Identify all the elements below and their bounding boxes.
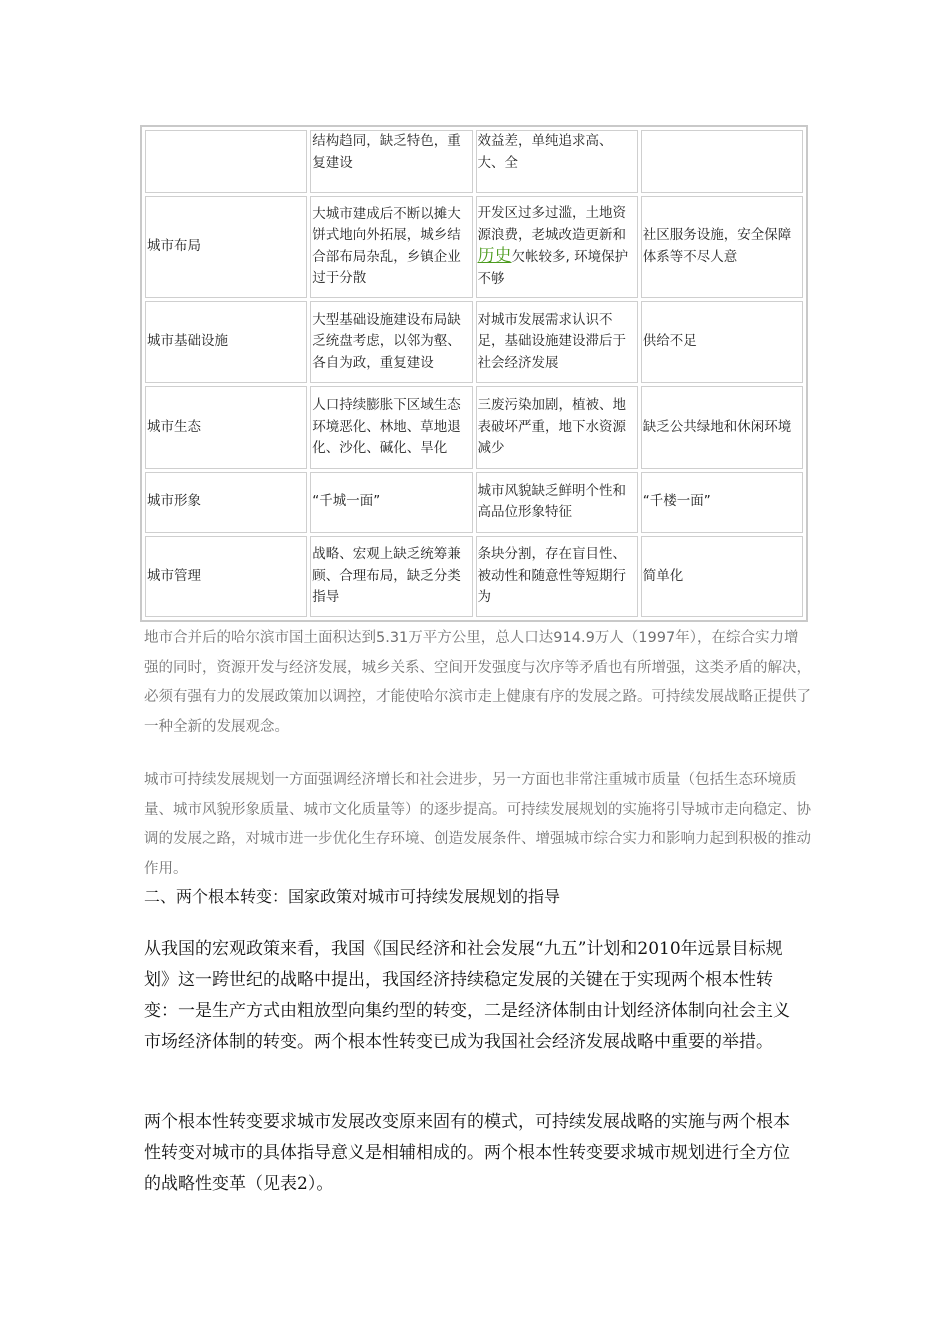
issues-table-container [140,125,808,622]
row-category-cell: 城市布局 [145,196,307,298]
table-cell: 社区服务设施，安全保障体系等不尽人意 [641,196,803,298]
table-row [145,130,803,193]
table-row [145,386,803,468]
table-cell: “千楼一面” [641,472,803,533]
table-cell: 人口持续膨胀下区域生态环境恶化、林地、草地退化、沙化、碱化、旱化 [310,386,472,468]
table-cell [641,130,803,193]
two-transformations-paragraph: 两个根本性转变要求城市发展改变原来固有的模式，可持续发展战略的实施与两个根本性转变对城市的具体指导意义是相辅相成的。两个根本性转变要求城市规划进行全方位的战略性变革（见表2）。 [144,1112,790,1194]
table-cell: “千城一面” [310,472,472,533]
row-category-cell [145,130,307,193]
sustainable-planning-paragraph: 城市可持续发展规划一方面强调经济增长和社会进步，另一方面也非常注重城市质量（包括生态环境质量、城市风貌形象质量、城市文化质量等）的逐步提高。可持续发展规划的实施将引导城市走向稳定、协调的发展之路，对城市进一步优化生存环境、创造发展条件、增强城市综合实力和影响力起到积极的推动作用。 [144,772,811,877]
table-cell: 战略、宏观上缺乏统筹兼顾、合理布局，缺乏分类指导 [310,536,472,618]
table-cell: 条块分割，存在盲目性、被动性和随意性等短期行为 [476,536,638,618]
table-cell: 对城市发展需求认识不足，基础设施建设滞后于社会经济发展 [476,301,638,383]
table-cell: 效益差，单纯追求高、大、全 [476,130,638,193]
row-category-cell: 城市生态 [145,386,307,468]
table-cell: 缺乏公共绿地和休闲环境 [641,386,803,468]
table-row [145,301,803,383]
cell-text: 欠帐较多, 环境保护不够 [477,249,629,287]
cell-text: 开发区过多过滥，土地资源浪费，老城改造更新和 [477,205,626,243]
table-cell: 供给不足 [641,301,803,383]
table-cell: 三废污染加剧，植被、地表破坏严重，地下水资源减少 [476,386,638,468]
table-row [145,472,803,533]
section-heading: 二、两个根本转变：国家政策对城市可持续发展规划的指导 [144,887,561,906]
table-row [145,196,803,298]
table-cell: 大城市建成后不断以摊大饼式地向外拓展，城乡结合部布局杂乱，乡镇企业过于分散 [310,196,472,298]
urban-issues-table [142,127,806,620]
history-link[interactable]: 历史 [477,246,512,267]
table-cell [476,196,638,298]
row-category-cell: 城市管理 [145,536,307,618]
table-row [145,536,803,618]
table-cell: 大型基础设施建设布局缺乏统盘考虑，以邻为壑、各自为政，重复建设 [310,301,472,383]
table-cell: 结构趋同，缺乏特色，重复建设 [310,130,472,193]
macro-policy-paragraph: 从我国的宏观政策来看，我国《国民经济和社会发展“九五”计划和2010年远景目标规划》这一跨世纪的战略中提出，我国经济持续稳定发展的关键在于实现两个根本性转变：一是生产方式由粗放型向集约型的转变，二是经济体制由计划经济体制向社会主义市场经济体制的转变。两个根本性转变已成为我国社会经济发展战略中重要的举措。 [144,939,790,1052]
table-cell: 简单化 [641,536,803,618]
table-cell: 城市风貌缺乏鲜明个性和高品位形象特征 [476,472,638,533]
row-category-cell: 城市基础设施 [145,301,307,383]
harbin-overview-paragraph: 地市合并后的哈尔滨市国土面积达到5.31万平方公里，总人口达914.9万人（1997年），在综合实力增强的同时，资源开发与经济发展，城乡关系、空间开发强度与次序等矛盾也有所增强，这类矛盾的解决，必须有强有力的发展政策加以调控，才能使哈尔滨市走上健康有序的发展之路。可持续发展战略正提供了一种全新的发展观念。 [144,630,811,735]
row-category-cell: 城市形象 [145,472,307,533]
